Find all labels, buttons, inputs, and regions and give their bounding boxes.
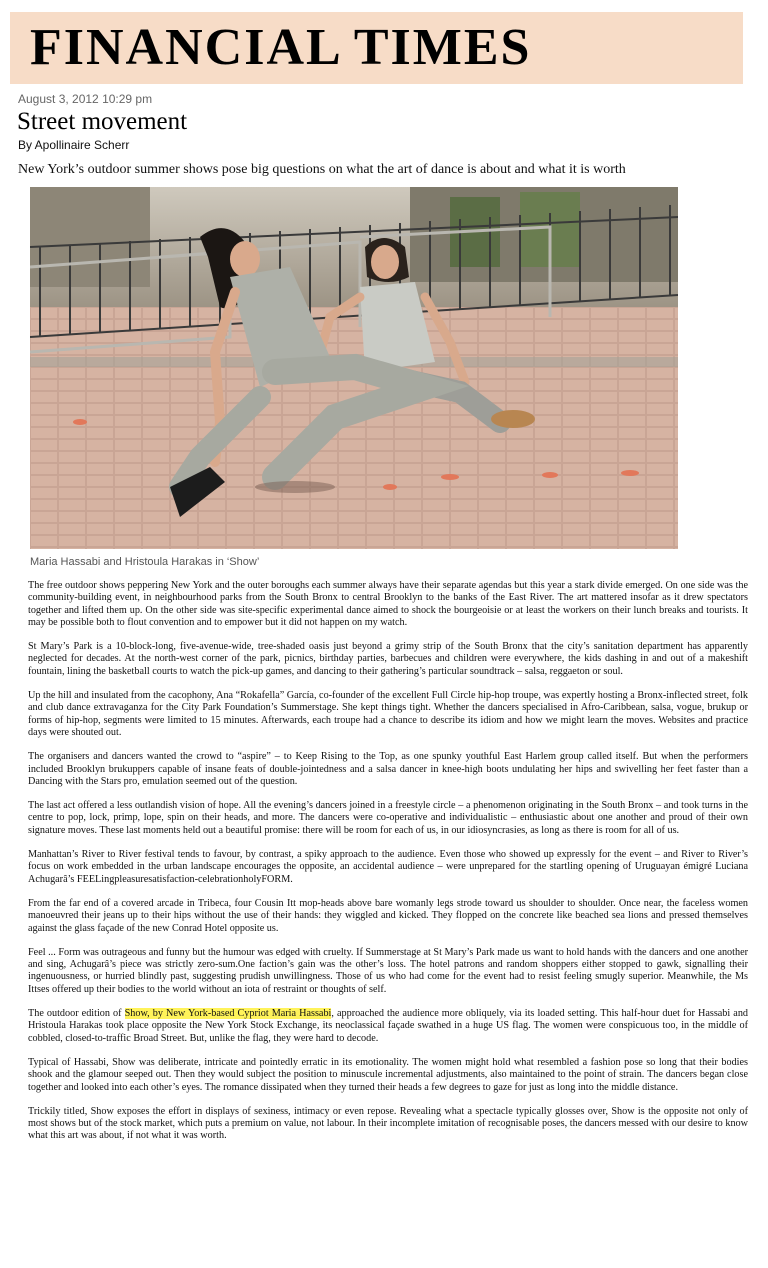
article-paragraph-highlighted — [28, 1008, 748, 1045]
article-headline: Street movement — [17, 108, 188, 135]
article-paragraph: Trickily titled, Show exposes the effort in displays of sexiness, intimacy or even repose. Revealing what a spectacle typically glosses over, Show is the opposite not only of most shows but of the stock market, which puts a premium on value, not labour. In their incomplete imitation of recognisable poses, the dancers messed with our desire to know what this art was about, if not what it was worth. — [28, 1105, 748, 1142]
article-photo — [30, 187, 678, 549]
street-dance-photo — [30, 187, 678, 549]
masthead-banner — [10, 12, 743, 84]
article-body — [28, 580, 748, 1155]
article-paragraph: Up the hill and insulated from the cacophony, Ana “Rokafella” García, co-founder of the excellent Full Circle hip-hop troupe, was expertly hosting a Bronx-inflected street, folk and club dance extravaganza for the City Park Foundation’s Summerstage. She kept things tight. Whether the dancers specialised in Afro-Caribbean, salsa, vogue, brukup or forms of hip-hop, segments were limited to 15 minutes. Afterwards, each troupe had a chance to describe its idiom and how we might learn the moves. Websites and practice days were shouted out. — [28, 690, 748, 738]
highlighted-text: Show, by New York-based Cypriot Maria Hassabi — [124, 1008, 332, 1020]
article-paragraph: The last act offered a less outlandish vision of hope. All the evening’s dancers joined in a freestyle circle – a phenomenon originating in the South Bronx – and took turns in the centre to pop, lock, primp, lope, spin on their heads, and more. The dancers were co-operative and individualistic – enthusiastic about one another and proud of their own signature moves. These last moments held out a beautiful promise: there will be room for each of us, in our idiosyncrasies, as long as there is room for all of us. — [28, 800, 748, 836]
article-paragraph: St Mary’s Park is a 10-block-long, five-avenue-wide, tree-shaded oasis just beyond a grimy strip of the South Bronx that the city’s sanitation department has apparently neglected for decades. At the north-west corner of the park, picnics, birthday parties, barbecues and children were everywhere, the kids dashing in and out of a makeshift fountain, lining the basketball courts to watch the pick-up games, and dancing to their gathering’s particular soundtrack – salsa, reggaeton or soul. — [28, 641, 748, 677]
masthead-title: FINANCIAL TIMES — [30, 19, 532, 76]
article-dateline: August 3, 2012 10:29 pm — [18, 92, 153, 106]
article-standfirst: New York’s outdoor summer shows pose big questions on what the art of dance is about and what it is worth — [18, 162, 626, 177]
article-paragraph: The free outdoor shows peppering New York and the outer boroughs each summer always have their separate agendas but this year a stark divide emerged. On one side was the community-building event, in neighbourhood parks from the South Bronx to central Brooklyn to the banks of the East River. The art mattered insofar as it drew spectators together and lifted them up. On the other side was site-specific experimental dance aimed to shock the bourgeoisie or at least the workers on their lunch breaks and tourists. It may be possible both to flout convention and to empower but it did not happen on my watch. — [28, 580, 748, 628]
article-paragraph: Typical of Hassabi, Show was deliberate, intricate and pointedly erratic in its emotionality. The women might hold what resembled a fashion pose so long that their bodies shook and the glamour seeped out. Then they would subject the position to minuscule incremental adjustments, also maintained to the point of strain. The dancers began close together and looked into each other’s eyes. The romance dissipated when they turned their heads a few degrees to gaze for just as long into the middle distance. — [28, 1056, 748, 1093]
photo-caption: Maria Hassabi and Hristoula Harakas in ‘Show’ — [30, 556, 260, 568]
article-paragraph: From the far end of a covered arcade in Tribeca, four Cousin Itt mop-heads above bare womanly legs strode toward us shoulder to shoulder. Once near, the faceless women manoeuvred their jeans up to their hips without the use of their hands: they wiggled and kicked. They flopped on the concrete like beached sea lions and pressed themselves against the glass façade of the new Conrad Hotel opposite us. — [28, 897, 748, 934]
paragraph-text: The outdoor edition of — [28, 1008, 125, 1020]
article-paragraph: The organisers and dancers wanted the crowd to “aspire” – to Keep Rising to the Top, as one spunky youthful East Harlem group called itself. But when the performers included Brooklyn brukuppers capable of insane feats of double-jointedness and a salsa dancer in knee-high boots undulating her hips and swivelling her feet faster than a Dancing with the Stars pro, emulation seemed out of the question. — [28, 751, 748, 787]
article-byline: By Apollinaire Scherr — [18, 138, 130, 152]
article-paragraph: Feel ... Form was outrageous and funny but the humour was edged with cruelty. If Summerstage at St Mary’s Park made us want to hold hands with the dancers and one another and sing, Achugarâ’s piece was strictly zero-sum.One faction’s gain was the other’s loss. The hotel patrons and random shoppers either stopped to gawk, signalling their ingenuousness, or hurried blindly past, suggesting prudish unwillingness. Those of us who had come for the event had to resist feeling smugly superior. Meanwhile, the Ms Ittses offered up their bodies to the world without an iota of restraint or thoughts of self. — [28, 946, 748, 995]
paragraph-text: , approached the audience more obliquely, via its loaded setting. This half-hour duet for Hassabi and Hristoula Harakas took place opposite the New York Stock Exchange, its neoclassical façade swathed in a huge US flag. The women were conspicuous too, in the middle of cobbled, closed-to-traffic Broad Street. But, unlike the flag, they were hard to decode. — [28, 1008, 749, 1044]
article-paragraph: Manhattan’s River to River festival tends to favour, by contrast, a spiky approach to the audience. Even those who showed up expressly for the event – and River to River’s focus on work embedded in the urban landscape encourages the opposite, an accidental audience – were unprepared for the startling opening of Uruguayan émigré Luciana Achugarâ’s FEELingpleasuresatisfaction-celebrationholyFORM. — [28, 849, 748, 885]
